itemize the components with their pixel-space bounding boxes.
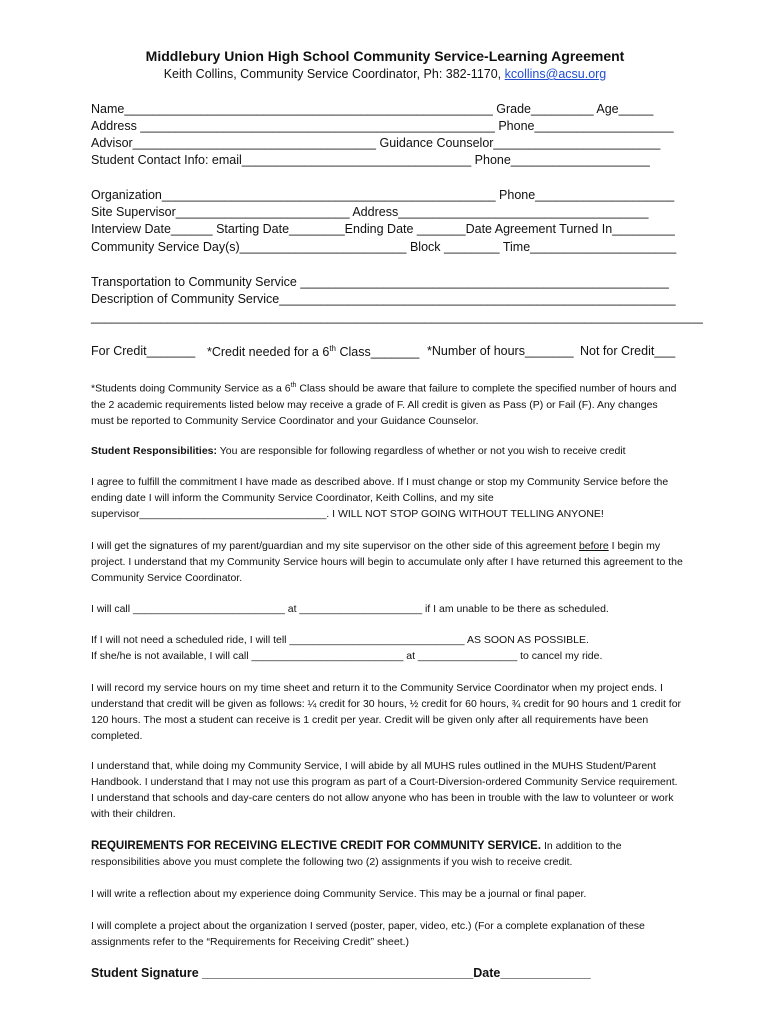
site-supervisor-field[interactable]: Site Supervisor_________________________ Address____________________________________ bbox=[91, 205, 649, 219]
address-field[interactable]: Address ___________________________________________________ Phone____________________ bbox=[91, 119, 674, 133]
not-for-credit-field[interactable]: Not for Credit___ bbox=[580, 344, 676, 358]
organization-field[interactable]: Organization________________________________________________ Phone____________________ bbox=[91, 188, 675, 202]
ride-cancel-line[interactable]: If she/he is not available, I will call __________________________ at _________________ to cancel my ride. bbox=[91, 650, 603, 662]
sixth-class-notice: *Students doing Community Service as a 6th Class should be aware that failure to complete the specified number of hours and the 2 academic requirements listed below may receive a grade of F. All credit is given as Pass (P) or Fail (F). Any changes must be reported to Community Service Coordinator and your Guidance Counselor. bbox=[91, 382, 677, 427]
description-field[interactable]: Description of Community Service_________________________________________________________ bbox=[91, 292, 676, 306]
description-extra-line[interactable]: ________________________________________________________________________________________ bbox=[91, 310, 703, 324]
requirements-intro: REQUIREMENTS FOR RECEIVING ELECTIVE CREDIT FOR COMMUNITY SERVICE. In addition to the responsibilities above you must complete the following two (2) assignments if you wish to receive credit. bbox=[91, 840, 622, 868]
form-title: Middlebury Union High School Community Service-Learning Agreement bbox=[145, 48, 625, 64]
hours-paragraph: I will record my service hours on my time sheet and return it to the Community Service Coordinator when my project ends. I understand that credit will be given as follows: ¼ credit for 30 hours, ½ credit for 60 hours, ¾ credit for 90 hours and 1 credit for 120 hours. The most a student can receive is 1 credit per year. Credit will be given only after all requirements have been completed. bbox=[91, 682, 682, 742]
commitment-paragraph: I agree to fulfill the commitment I have made as described above. If I must change or stop my Community Service before the ending date I will inform the Community Service Coordinator, Keith Collins, and my site supervisor________________________________. I WILL NOT STOP GOING WITHOUT TELLING ANYONE! bbox=[91, 476, 669, 520]
coordinator-line bbox=[0, 67, 770, 81]
requirements-heading: REQUIREMENTS FOR RECEIVING ELECTIVE CREDIT FOR COMMUNITY SERVICE. bbox=[91, 840, 542, 852]
responsibilities-label: Student Responsibilities: bbox=[91, 445, 218, 457]
transportation-field[interactable]: Transportation to Community Service _____________________________________________________ bbox=[91, 275, 669, 289]
name-field[interactable]: Name_____________________________________________________ Grade_________ Age_____ bbox=[91, 102, 654, 116]
credit-needed-field[interactable]: *Credit needed for a 6th Class_______ bbox=[207, 344, 420, 360]
reflection-paragraph: I will write a reflection about my experience doing Community Service. This may be a journal or final paper. bbox=[91, 888, 587, 900]
signatures-paragraph: I will get the signatures of my parent/guardian and my site supervisor on the other side of this agreement before I begin my project. I understand that my Community Service hours will begin to accumulate only after I have returned this agreement to the Community Service Coordinator. bbox=[91, 540, 683, 584]
coordinator-email-link[interactable]: kcollins@acsu.org bbox=[504, 67, 607, 81]
coordinator-info: Keith Collins, Community Service Coordinator, Ph: 382-1170, bbox=[163, 67, 502, 81]
contact-field[interactable]: Student Contact Info: email_________________________________ Phone____________________ bbox=[91, 153, 650, 167]
rules-paragraph: I understand that, while doing my Community Service, I will abide by all MUHS rules outlined in the MUHS Student/Parent Handbook. I understand that I may not use this program as part of a Court-Diversion-ordered Community Service requirement. I understand that schools and day-care centers do not allow anyone who has been in trouble with the law to volunteer or work with their children. bbox=[91, 760, 678, 820]
before-emphasis: before bbox=[578, 540, 609, 552]
for-credit-field[interactable]: For Credit_______ bbox=[91, 344, 196, 358]
dates-field[interactable]: Interview Date______ Starting Date________Ending Date _______Date Agreement Turned In_________ bbox=[91, 222, 675, 236]
call-line[interactable]: I will call __________________________ at _____________________ if I am unable to be there as scheduled. bbox=[91, 603, 609, 615]
project-paragraph: I will complete a project about the organization I served (poster, paper, video, etc.) (For a complete explanation of these assignments refer to the “Requirements for Receiving Credit” sheet.) bbox=[91, 920, 645, 948]
advisor-field[interactable]: Advisor___________________________________ Guidance Counselor________________________ bbox=[91, 136, 661, 150]
number-of-hours-field[interactable]: *Number of hours_______ bbox=[427, 344, 574, 358]
ride-line[interactable]: If I will not need a scheduled ride, I will tell ______________________________ AS SOON AS POSSIBLE. bbox=[91, 634, 589, 646]
service-days-field[interactable]: Community Service Day(s)________________________ Block ________ Time_____________________ bbox=[91, 240, 677, 254]
student-signature-line[interactable]: Student Signature _______________________________________Date_____________ bbox=[91, 966, 591, 980]
responsibilities-intro: Student Responsibilities: You are responsible for following regardless of whether or not you wish to receive credit bbox=[91, 445, 626, 457]
